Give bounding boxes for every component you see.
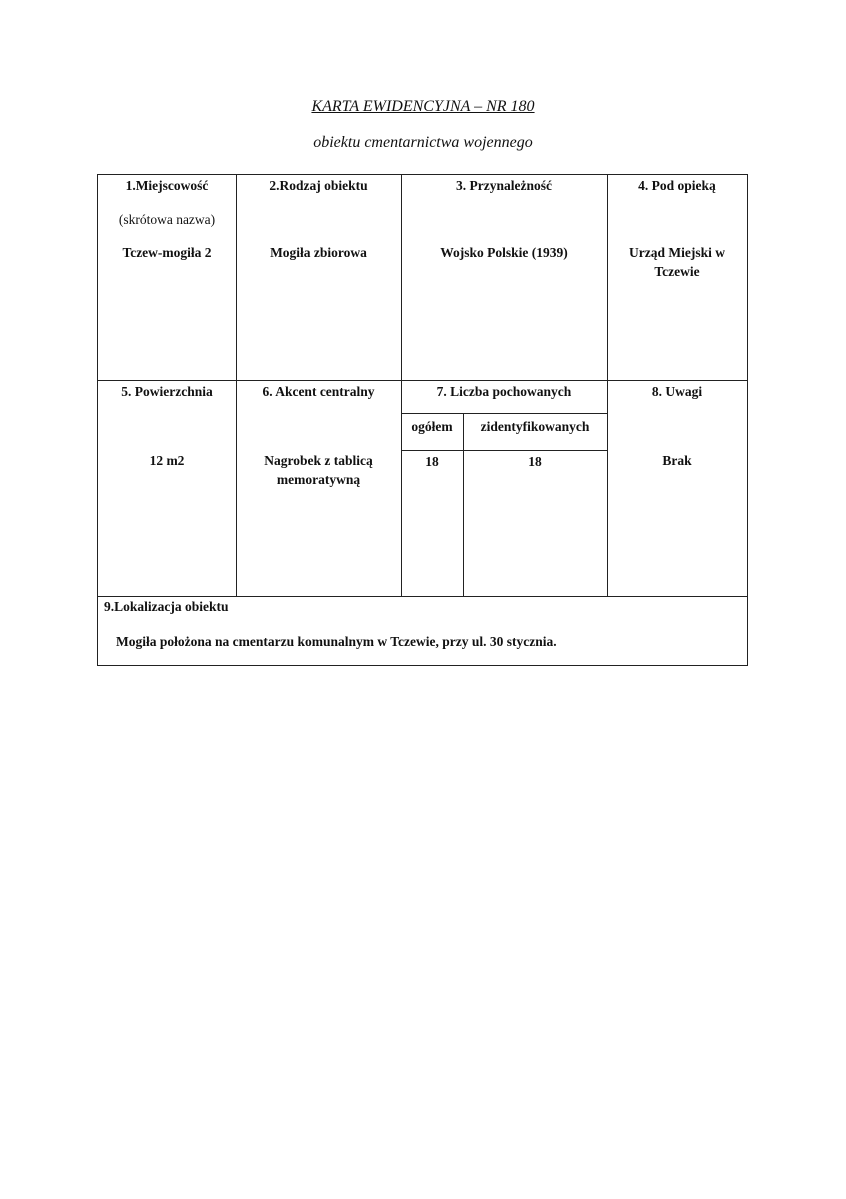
area-value: 12 m2 [149, 453, 185, 468]
central-accent-header: 6. Akcent centralny [262, 384, 375, 399]
object-type-header: 2.Rodzaj obiektu [269, 178, 368, 193]
table-divider-subheader [401, 413, 607, 414]
document-subtitle: obiektu cmentarnictwa wojennego [313, 134, 533, 151]
custodian-header: 4. Pod opieką [638, 178, 716, 193]
buried-total-header: ogółem [411, 419, 453, 434]
custodian-value-line2: Tczewie [654, 264, 700, 279]
table-border-top [97, 174, 748, 175]
affiliation-header: 3. Przynależność [456, 178, 552, 193]
affiliation-value: Wojsko Polskie (1939) [440, 245, 568, 260]
remarks-header: 8. Uwagi [651, 384, 703, 399]
area-header: 5. Powierzchnia [121, 384, 213, 399]
central-accent-value-line1: Nagrobek z tablicą [264, 453, 373, 468]
locality-header: 1.Miejscowość [125, 178, 209, 193]
location-header: 9.Lokalizacja obiektu [104, 599, 229, 614]
buried-total-value: 18 [425, 454, 439, 469]
remarks-value: Brak [662, 453, 692, 468]
central-accent-value-line2: memoratywną [276, 472, 361, 487]
object-type-value: Mogiła zbiorowa [270, 245, 367, 260]
table-border-bottom [97, 665, 748, 666]
table-divider-subvalues [401, 450, 607, 451]
custodian-value-line1: Urząd Miejski w [629, 245, 725, 260]
locality-note: (skrótowa nazwa) [118, 212, 216, 227]
locality-value: Tczew-mogiła 2 [122, 245, 212, 260]
table-border-right [747, 174, 748, 666]
buried-identified-header: zidentyfikowanych [480, 419, 590, 434]
buried-count-header: 7. Liczba pochowanych [436, 384, 572, 399]
location-value: Mogiła położona na cmentarzu komunalnym w Tczewie, przy ul. 30 stycznia. [116, 634, 557, 649]
table-subcol-divider [463, 413, 464, 596]
buried-identified-value: 18 [528, 454, 542, 469]
document-title: KARTA EWIDENCYJNA – NR 180 [311, 98, 535, 115]
table-divider-row2 [97, 380, 748, 381]
